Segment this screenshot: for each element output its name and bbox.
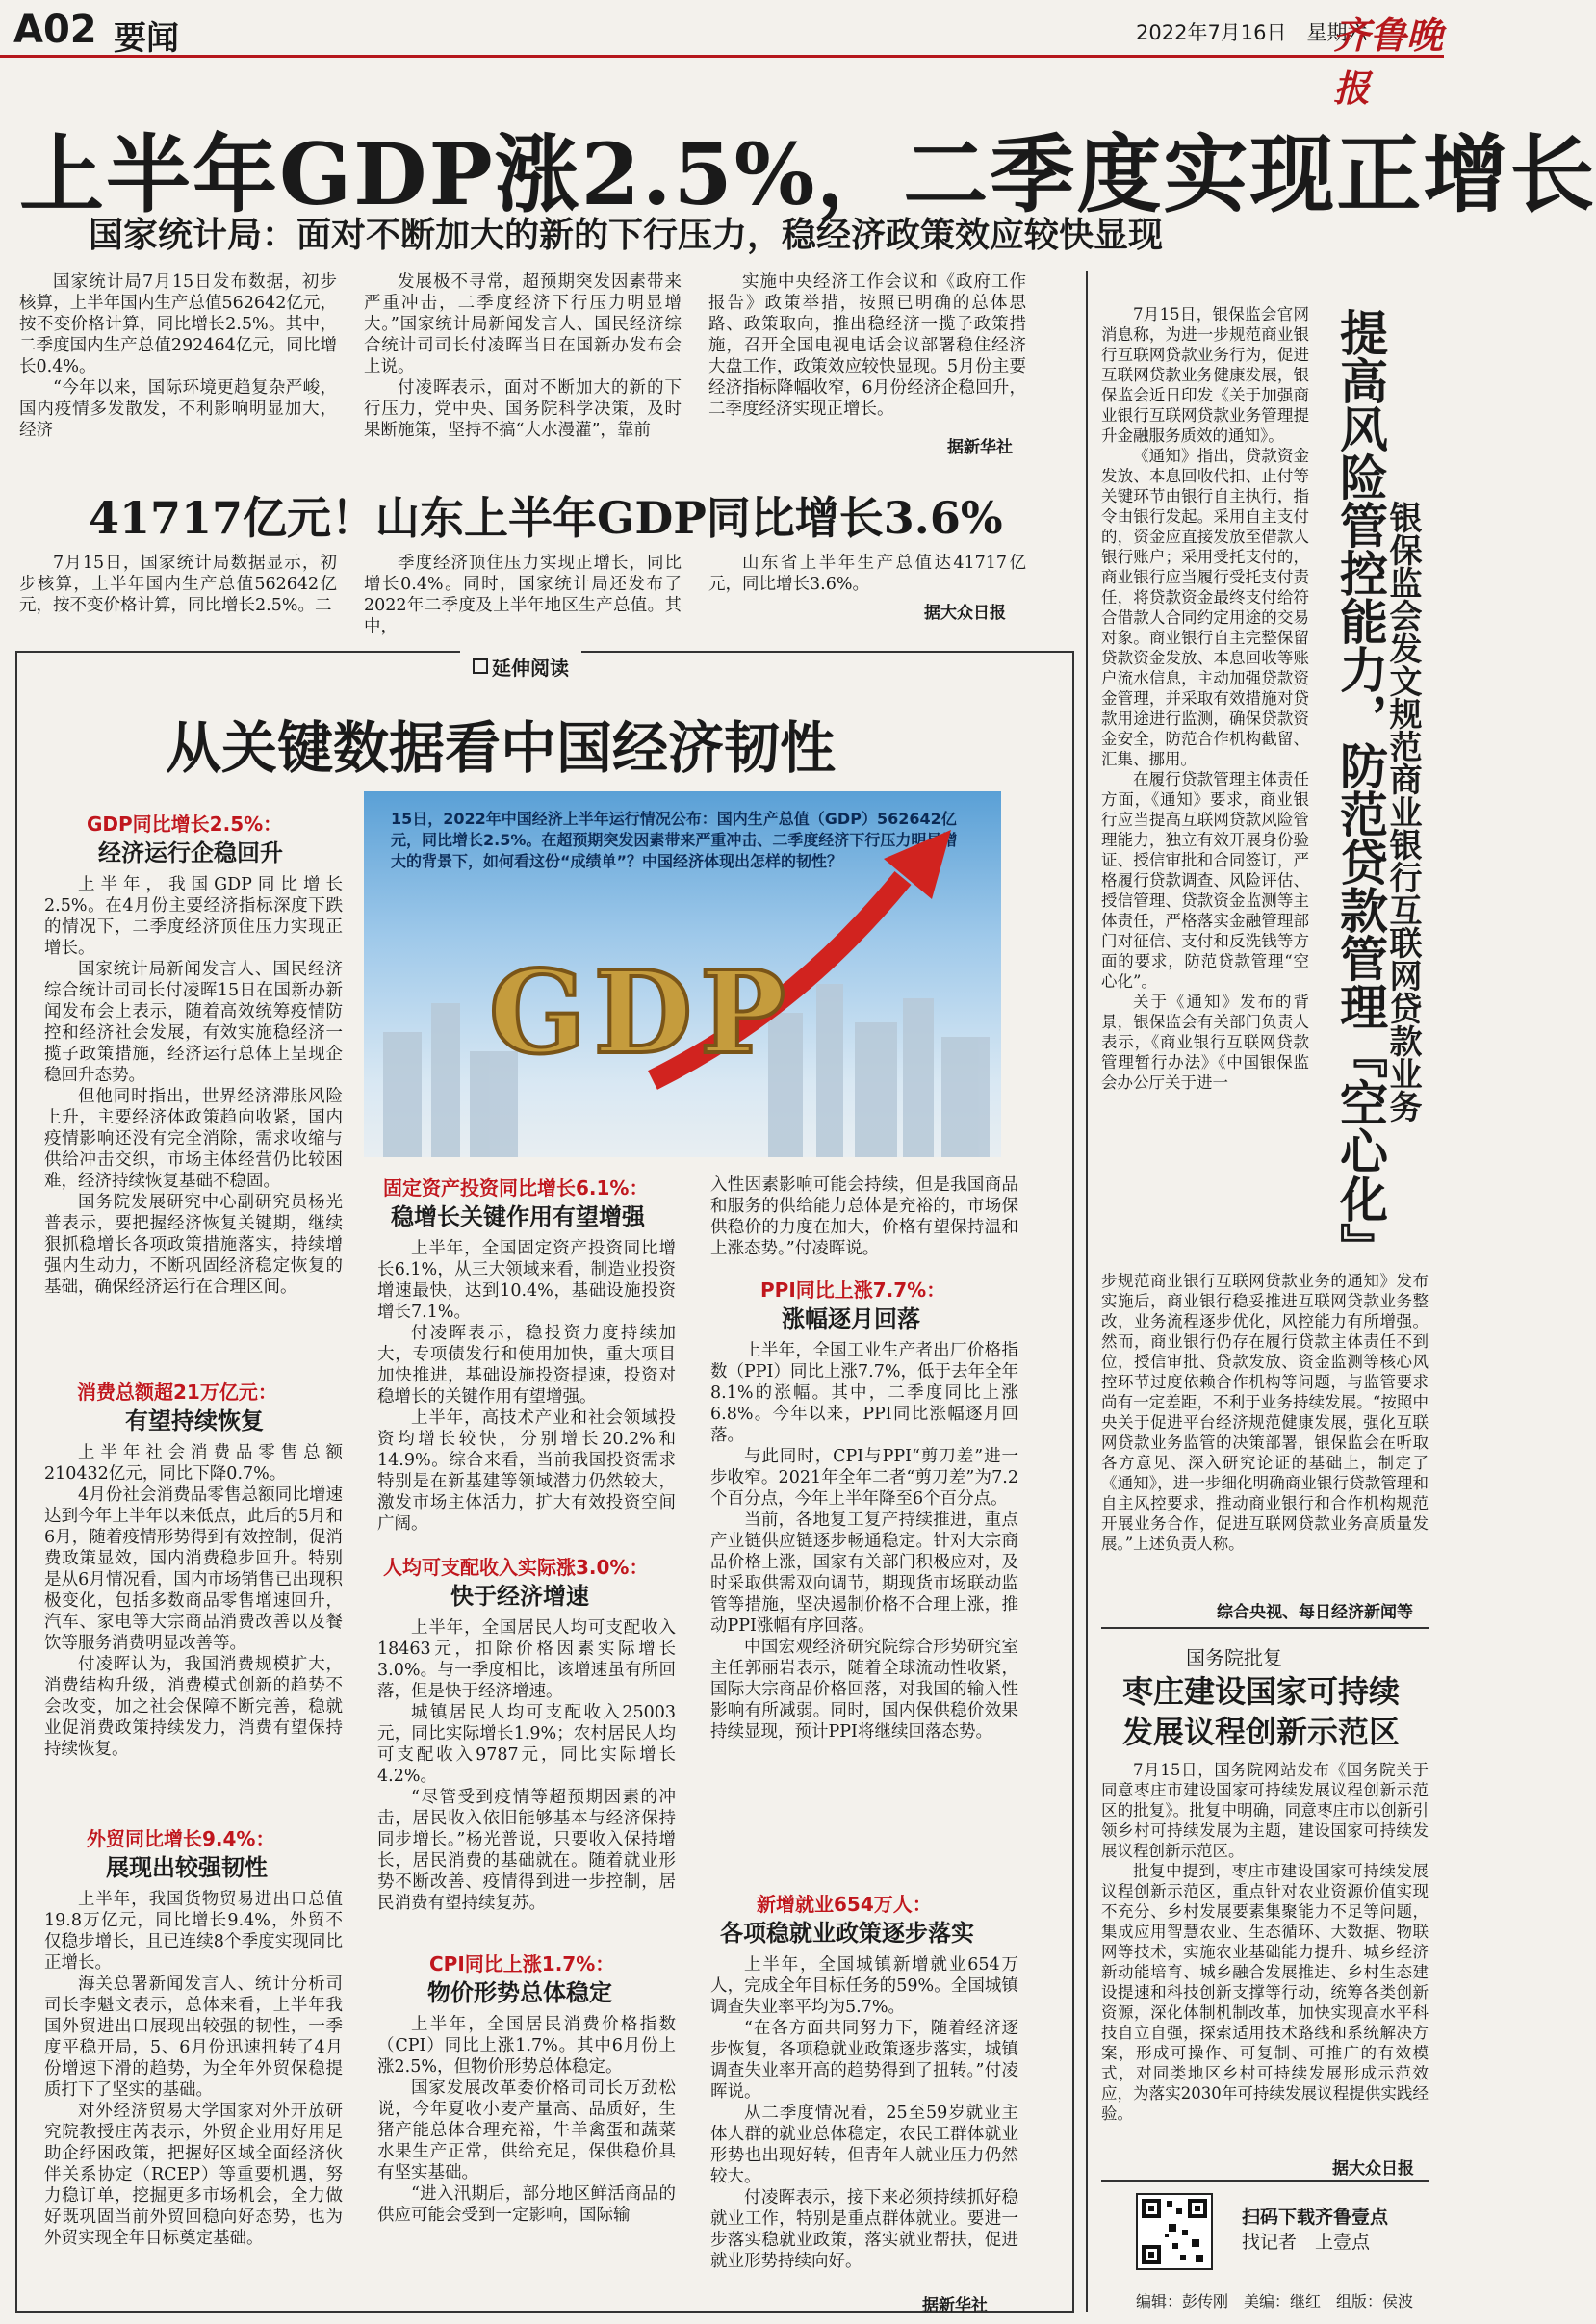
paragraph: 国务院发展研究中心副研究员杨光普表示，要把握经济恢复关键期，继续狠抓稳增长各项政策措施落实，持续增强内生动力，不断巩固经济稳定恢复的基础，确保经济运行在合理区间。	[44, 1193, 343, 1297]
issue-date: 2022年7月16日 星期六	[1136, 21, 1368, 44]
shandong-headline: 41717亿元！山东上半年GDP同比增长3.6%	[89, 492, 1003, 544]
paragraph: 城镇居民人均可支配收入25003元，同比实际增长1.9%；农村居民人均可支配收入9787元，同比实际增长4.2%。	[377, 1703, 676, 1786]
paragraph: 《通知》指出，贷款资金发放、本息回收代扣、止付等关键环节由银行自主执行，指令由银行发起。采用自主支付的，资金应直接发放至借款人银行账户；采用受托支付的，商业银行应当履行受托支付责任，将贷款资金最终支付给符合借款人合同约定用途的交易对象。商业银行自主完整保留贷款资金发放、本息回收等账户流水信息，主动加强贷款资金管理，并采取有效措施对贷款用途进行监测，确保贷款资金安全，防范合作机构截留、汇集、挪用。	[1101, 447, 1309, 768]
qr-pattern-icon	[1138, 2195, 1211, 2268]
section-name: 要闻	[114, 19, 179, 58]
feature-source: 据新华社	[922, 2296, 988, 2315]
paragraph: 上半年，我国GDP同比增长2.5%。在4月份主要经济指标深度下跌的情况下，二季度经济顶住压力实现正增长。	[44, 875, 343, 958]
paragraph: 山东省上半年生产总值达41717亿元，同比增长3.6%。	[708, 554, 1026, 594]
illustration-caption: 15日，2022年中国经济上半年运行情况公布：国内生产总值（GDP）562642亿元，同比增长2.5%。在超预期突发因素带来严重冲击、二季度经济下行压力明显增大的背景下，如何看这份“成绩单”？中国经济体现出怎样的韧性？	[391, 810, 958, 870]
paragraph: 上半年，全国固定资产投资同比增长6.1%，从三大领域来看，制造业投资增速最快，达到10.4%，基础设施投资增长7.1%。	[377, 1239, 676, 1322]
paragraph: 中国宏观经济研究院综合形势研究室主任郭丽岩表示，随着全球流动性收紧，国际大宗商品价格回落，对我国的输入性影响有所减弱。同时，国内保供稳价效果持续显现，预计PPI将继续回落态势。	[710, 1638, 1018, 1742]
section-subhead: 快于经济增速	[450, 1582, 589, 1610]
section-subhead: 各项稳就业政策逐步落实	[720, 1919, 974, 1947]
sidebar-subheadline: 银保监会发文规范商业银行互联网贷款业务	[1383, 501, 1422, 1123]
column-divider	[1086, 271, 1088, 2312]
section-kicker: PPI同比上涨7.7%：	[760, 1278, 946, 1302]
paragraph: 上半年，全国居民消费价格指数（CPI）同比上涨1.7%。其中6月份上涨2.5%，但物价形势总体稳定。	[377, 2015, 676, 2077]
section-subhead: 经济运行企稳回升	[98, 839, 283, 866]
newspaper-logo: 齐鲁晚报	[1333, 13, 1444, 110]
feature-column-c0	[710, 1175, 1018, 1267]
paragraph: 上半年，全国城镇新增就业654万人，完成全年目标任务的59%。全国城镇调查失业率平均为5.7%。	[710, 1955, 1018, 2017]
qr-line-1: 扫码下载齐鲁壹点	[1242, 2207, 1389, 2228]
paragraph: 上半年，我国货物贸易进出口总值19.8万亿元，同比增长9.4%，外贸不仅稳步增长，且已连续8个季度实现同比正增长。	[44, 1890, 343, 1973]
paragraph: 付凌晖表示，面对不断加大的新的下行压力，党中央、国务院科学决策，及时果断施策，坚持不搞“大水漫灌”，靠前	[364, 378, 682, 440]
section-kicker: 消费总额超21万亿元：	[77, 1381, 277, 1404]
feature-column-b2	[377, 1617, 676, 1945]
feature-column-a3	[44, 1889, 343, 2303]
document-icon	[473, 658, 488, 674]
feature-tag-label: 延伸阅读	[492, 656, 569, 680]
section-subhead: 展现出较强韧性	[106, 1853, 268, 1881]
zaozhuang-kicker: 国务院批复	[1186, 1646, 1282, 1669]
section-kicker: 外贸同比增长9.4%：	[87, 1827, 275, 1850]
editor-credits: 编辑：彭传刚 美编：继红 组版：侯波	[1136, 2292, 1414, 2311]
shandong-source: 据大众日报	[924, 604, 1006, 623]
paragraph: 7月15日，国家统计局数据显示，初步核算，上半年国内生产总值562642亿元，按不变价格计算，同比增长2.5%。二	[19, 554, 337, 615]
paragraph: 当前，各地复工复产持续推进，重点产业链供应链逐步畅通稳定。针对大宗商品价格上涨，国家有关部门积极应对，及时采取供需双向调节，期现货市场联动监管等措施，坚决遏制价格不合理上涨，推动PPI涨幅有序回落。	[710, 1511, 1018, 1636]
section-subhead: 涨幅逐月回落	[782, 1304, 920, 1332]
page-number: A02	[13, 8, 97, 52]
feature-tag	[460, 651, 581, 682]
shandong-column-2	[364, 553, 682, 636]
lead-column-2	[364, 271, 682, 454]
paragraph: 上半年，高技术产业和社会领域投资均增长较快，分别增长20.2%和14.9%。综合来看，当前我国投资需求特别是在新基建等领域潜力仍然较大，激发市场主体活力，扩大有效投资空间广阔。	[377, 1408, 676, 1534]
zaozhuang-source: 据大众日报	[1332, 2159, 1414, 2179]
paragraph: 实施中央经济工作会议和《政府工作报告》政策举措，按照已明确的总体思路、政策取向，推出稳经济一揽子政策措施，召开全国电视电话会议部署稳住经济大盘工作，政策效应较快显现。5月份主要经济指标降幅收窄，6月份经济企稳回升，二季度经济实现正增长。	[708, 272, 1026, 419]
paragraph: 步规范商业银行互联网贷款业务的通知》发布实施后，商业银行稳妥推进互联网贷款业务整改，业务流程逐步优化，风控能力有所增强。然而，商业银行仍存在履行贷款主体责任不到位，授信审批、贷款发放、资金监测等核心风控环节过度依赖合作机构等问题，与监管要求尚有一定差距，不利于业务持续发展。“按照中央关于促进平台经济规范健康发展，强化互联网贷款业务监管的决策部署，银保监会在听取各方意见、深入研究论证的基础上，制定了《通知》，进一步细化明确商业银行贷款管理和自主风控要求，推动商业银行和合作机构规范开展业务合作，促进互联网贷款业务高质量发展。”上述负责人称。	[1101, 1272, 1429, 1553]
paragraph: 海关总署新闻发言人、统计分析司司长李魁文表示，总体来看，上半年我国外贸进出口展现出较强的韧性，一季度平稳开局，5、6月份迅速扭转了4月份增速下滑的趋势，为全年外贸保稳提质打下了坚实的基础。	[44, 1975, 343, 2100]
zaozhuang-headline: 枣庄建设国家可持续发展议程创新示范区	[1121, 1673, 1400, 1750]
paragraph: 批复中提到，枣庄市建设国家可持续发展议程创新示范区，重点针对农业资源价值实现不充分、乡村发展要素集聚能力不足等问题，集成应用智慧农业、生态循环、大数据、物联网等技术，实施农业基础能力提升、城乡经济新动能培育、城乡融合发展推进、乡村生态建设提速和科技创新支撑等行动，统筹各类创新资源，深化体制机制改革，加快实现高水平科技自立自强，探索适用技术路线和系统解决方案，形成可操作、可复制、可推广的有效模式，对同类地区乡村可持续发展形成示范效应，为落实2030年可持续发展议程提供实践经验。	[1101, 1862, 1429, 2123]
feature-column-c2	[710, 1954, 1018, 2291]
paragraph: 4月份社会消费品零售总额同比增速达到今年上半年以来低点，此后的5月和6月，随着疫情形势得到有效控制，促消费政策显效，国内消费稳步回升。特别是从6月情况看，国内市场销售已出现积极变化，包括多数商品零售增速回升，汽车、家电等大宗商品消费改善以及餐饮等服务消费明显改善等。	[44, 1485, 343, 1653]
masthead	[0, 0, 1444, 110]
feature-column-a2	[44, 1442, 343, 1821]
qr-caption	[1242, 2205, 1388, 2255]
sidebar-source: 综合央视、每日经济新闻等	[1217, 1603, 1413, 1622]
lead-column-3	[708, 271, 1026, 454]
section-kicker: 人均可支配收入实际涨3.0%：	[383, 1556, 649, 1579]
paragraph: “尽管受到疫情等超预期因素的冲击，居民收入依旧能够基本与经济保持同步增长。”杨光普说，只要收入保持增长，居民消费的基础就在。随着就业形势不断改善、疫情得到进一步控制，居民消费有望持续复苏。	[377, 1788, 676, 1913]
qr-line-2: 找记者 上壹点	[1242, 2232, 1371, 2253]
paragraph: 上半年，全国居民人均可支配收入18463元，扣除价格因素实际增长3.0%。与一季度相比，该增速虽有所回落，但是快于经济增速。	[377, 1618, 676, 1701]
feature-column-c1	[710, 1340, 1018, 1881]
paragraph: 7月15日，银保监会官网消息称，为进一步规范商业银行互联网贷款业务行为，促进互联网贷款业务健康发展，银保监会近日印发《关于加强商业银行互联网贷款业务管理提升金融服务质效的通知》。	[1101, 305, 1309, 445]
paragraph: 国家发展改革委价格司司长万劲松说，今年夏收小麦产量高、品质好，生猪产能总体合理充裕，牛羊禽蛋和蔬菜水果生产正常，供给充足，保供稳价具有坚实基础。	[377, 2079, 676, 2182]
gdp-illustration	[364, 791, 1001, 1157]
sidebar-column-narrow	[1101, 304, 1309, 1269]
paragraph: 国家统计局7月15日发布数据，初步核算，上半年国内生产总值562642亿元，按不变价格计算，同比增长2.5%。其中，二季度国内生产总值292464亿元，同比增长0.4%。	[19, 272, 337, 376]
section-divider	[1101, 1627, 1429, 1629]
paragraph: 国家统计局新闻发言人、国民经济综合统计司司长付凌晖15日在国新办新闻发布会上表示，随着高效统筹疫情防控和经济社会发展，有效实施稳经济一揽子政策措施，经济运行总体上呈现企稳回升态势。	[44, 960, 343, 1085]
feature-column-a1	[44, 874, 343, 1375]
paragraph: 但他同时指出，世界经济滞胀风险上升，主要经济体政策趋向收紧，国内疫情影响还没有完全消除，需求收缩与供给冲击交织，市场主体经营仍比较困难，经济持续恢复基础不稳固。	[44, 1087, 343, 1191]
paragraph: 在履行贷款管理主体责任方面，《通知》要求，商业银行应当提高互联网贷款风险管理能力，独立有效开展身份验证、授信审批和合同签订，严格履行贷款调查、风险评估、授信管理、贷款资金监测等主体责任，严格落实金融管理部门对征信、支付和反洗钱等方面的要求，防范贷款管理“空心化”。	[1101, 770, 1309, 991]
paragraph: 从二季度情况看，25至59岁就业主体人群的就业总体稳定，农民工群体就业形势也出现好转，但青年人就业压力仍然较大。	[710, 2104, 1018, 2186]
paragraph: 7月15日，国务院网站发布《国务院关于同意枣庄市建设国家可持续发展议程创新示范区的批复》。批复中明确，同意枣庄市以创新引领乡村可持续发展为主题，建设国家可持续发展议程创新示范区。	[1101, 1761, 1429, 1860]
paragraph: 与此同时，CPI与PPI“剪刀差”进一步收窄。2021年全年二者“剪刀差”为7.2个百分点，今年上半年降至6个百分点。	[710, 1447, 1018, 1509]
paragraph: 季度经济顶住压力实现正增长，同比增长0.4%。同时，国家统计局还发布了2022年二季度及上半年地区生产总值。其中，	[364, 554, 682, 636]
feature-headline: 从关键数据看中国经济韧性	[166, 715, 837, 781]
main-subheadline: 国家统计局：面对不断加大的新的下行压力，稳经济政策效应较快显现	[89, 215, 1164, 255]
section-divider	[1101, 2180, 1429, 2182]
paragraph: 入性因素影响可能会持续，但是我国商品和服务的供给能力总体是充裕的，市场保供稳价的力度在加大，价格有望保持温和上涨态势。”付凌晖说。	[710, 1175, 1018, 1258]
lead-column-1	[19, 271, 337, 454]
paragraph: 上半年，全国工业生产者出厂价格指数（PPI）同比上涨7.7%，低于去年全年8.1%的涨幅。其中，二季度同比上涨6.8%。今年以来，PPI同比涨幅逐月回落。	[710, 1341, 1018, 1445]
feature-column-b3	[377, 2014, 676, 2309]
section-subhead: 有望持续恢复	[125, 1407, 264, 1434]
paragraph: 付凌晖表示，稳投资力度持续加大，专项债发行和使用加快，重大项目加快推进，基础设施投资提速，投资对稳增长的关键作用有望增强。	[377, 1324, 676, 1407]
section-kicker: 新增就业654万人：	[757, 1893, 932, 1916]
section-subhead: 物价形势总体稳定	[427, 1978, 612, 2006]
paragraph: 付凌晖表示，接下来必须持续抓好稳就业工作，特别是重点群体就业。要进一步落实稳就业政策，落实就业帮扶，促进就业形势持续向好。	[710, 2188, 1018, 2271]
section-kicker: GDP同比增长2.5%：	[87, 813, 283, 836]
qr-code-icon[interactable]	[1136, 2193, 1213, 2270]
gdp-3d-text: GDP	[489, 945, 793, 1079]
paragraph: 关于《通知》发布的背景，银保监会有关部门负责人表示，《商业银行互联网贷款管理暂行办法》《中国银保监会办公厅关于进一	[1101, 993, 1309, 1092]
paragraph: 对外经济贸易大学国家对外开放研究院教授庄芮表示，外贸企业用好用足助企纾困政策，把握好区域全面经济伙伴关系协定（RCEP）等重要机遇，努力稳订单，挖掘更多市场机会，全力做好既巩固当前外贸回稳向好态势，也为外贸实现全年目标奠定基础。	[44, 2102, 343, 2248]
paragraph: 付凌晖认为，我国消费规模扩大，消费结构升级，消费模式创新的趋势不会改变，加之社会保障不断完善，稳就业促消费政策持续发力，消费有望保持持续恢复。	[44, 1655, 343, 1759]
zaozhuang-body	[1101, 1760, 1429, 2155]
main-headline: 上半年GDP涨2.5%，二季度实现正增长	[19, 124, 1596, 224]
paragraph: 发展极不寻常，超预期突发因素带来严重冲击，二季度经济下行压力明显增大。”国家统计局新闻发言人、国民经济综合统计司司长付凌晖当日在国新办发布会上说。	[364, 272, 682, 376]
paragraph: 上半年社会消费品零售总额210432亿元，同比下降0.7%。	[44, 1443, 343, 1484]
sidebar-headline: 提高风险管控能力，防范贷款管理『空心化』	[1332, 308, 1389, 1271]
section-kicker: CPI同比上涨1.7%：	[429, 1952, 615, 1975]
paragraph: “在各方面共同努力下，随着经济逐步恢复，各项稳就业政策逐步落实，城镇调查失业率开高的趋势得到了扭转。”付凌晖说。	[710, 2019, 1018, 2102]
paragraph: “进入汛期后，部分地区鲜活商品的供应可能会受到一定影响，国际输	[377, 2184, 676, 2225]
sidebar-column-wide	[1101, 1271, 1429, 1594]
feature-column-b1	[377, 1238, 676, 1544]
section-kicker: 固定资产投资同比增长6.1%：	[383, 1176, 649, 1200]
section-subhead: 稳增长关键作用有望增强	[391, 1202, 645, 1230]
shandong-column-1	[19, 553, 337, 616]
lead-source: 据新华社	[947, 438, 1013, 457]
paragraph: “今年以来，国际环境更趋复杂严峻，国内疫情多发散发，不利影响明显加大，经济	[19, 378, 337, 440]
